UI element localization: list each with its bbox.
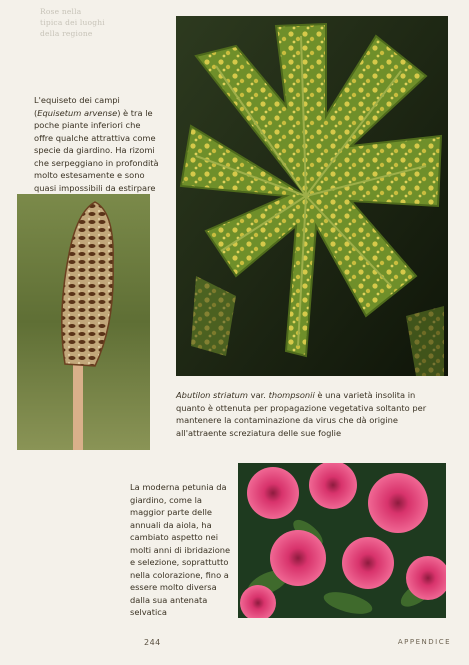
caption-abutilon (176, 389, 438, 439)
faded-header-line: tipica dei luoghi (40, 18, 105, 27)
variegated-leaf-icon (176, 16, 448, 376)
faded-header-line: Rose nella (40, 7, 82, 16)
caption-petunia (130, 481, 234, 619)
equiseto-photo (17, 194, 150, 450)
caption-latin-name: Abutilon striatum (176, 390, 249, 400)
petunia-photo (238, 463, 446, 618)
faded-header-text (40, 6, 160, 50)
caption-text: è una varietà insolita in quanto è ottenuta per propagazione vegetativa soltanto per mantenere la contaminazione da virus che dà origine all'attraente screziatura delle sue foglie (176, 390, 427, 438)
caption-latin-name: Equisetum arvense (37, 107, 118, 118)
caption-text: L'equiseto dei campi ( (34, 95, 120, 118)
abutilon-leaf-photo (176, 16, 448, 376)
caption-text: ) è tra le poche piante inferiori che offre qualche attrattiva come specie da giardino. Ha rizomi che serpeggiano in profondità molto estesamente e sono quasi impossibili da estirpare (34, 107, 159, 193)
caption-text: La moderna petunia da giardino, come la maggior parte delle annuali da aiola, ha cambiato aspetto nei molti anni di ibridazione e selezione, soprattutto nella colorazione, fino a essere molto diversa dalla sua antenata selvatica (130, 482, 231, 617)
caption-equiseto (34, 94, 162, 194)
caption-latin-name: thompsonii (268, 390, 315, 400)
horsetail-cone-icon (17, 194, 150, 450)
pink-petunia-icon (238, 463, 446, 618)
caption-text: var. (248, 390, 269, 400)
page-number: 244 (144, 638, 161, 647)
faded-header-line: della regione (40, 29, 93, 38)
section-name: APPENDICE (397, 638, 451, 646)
